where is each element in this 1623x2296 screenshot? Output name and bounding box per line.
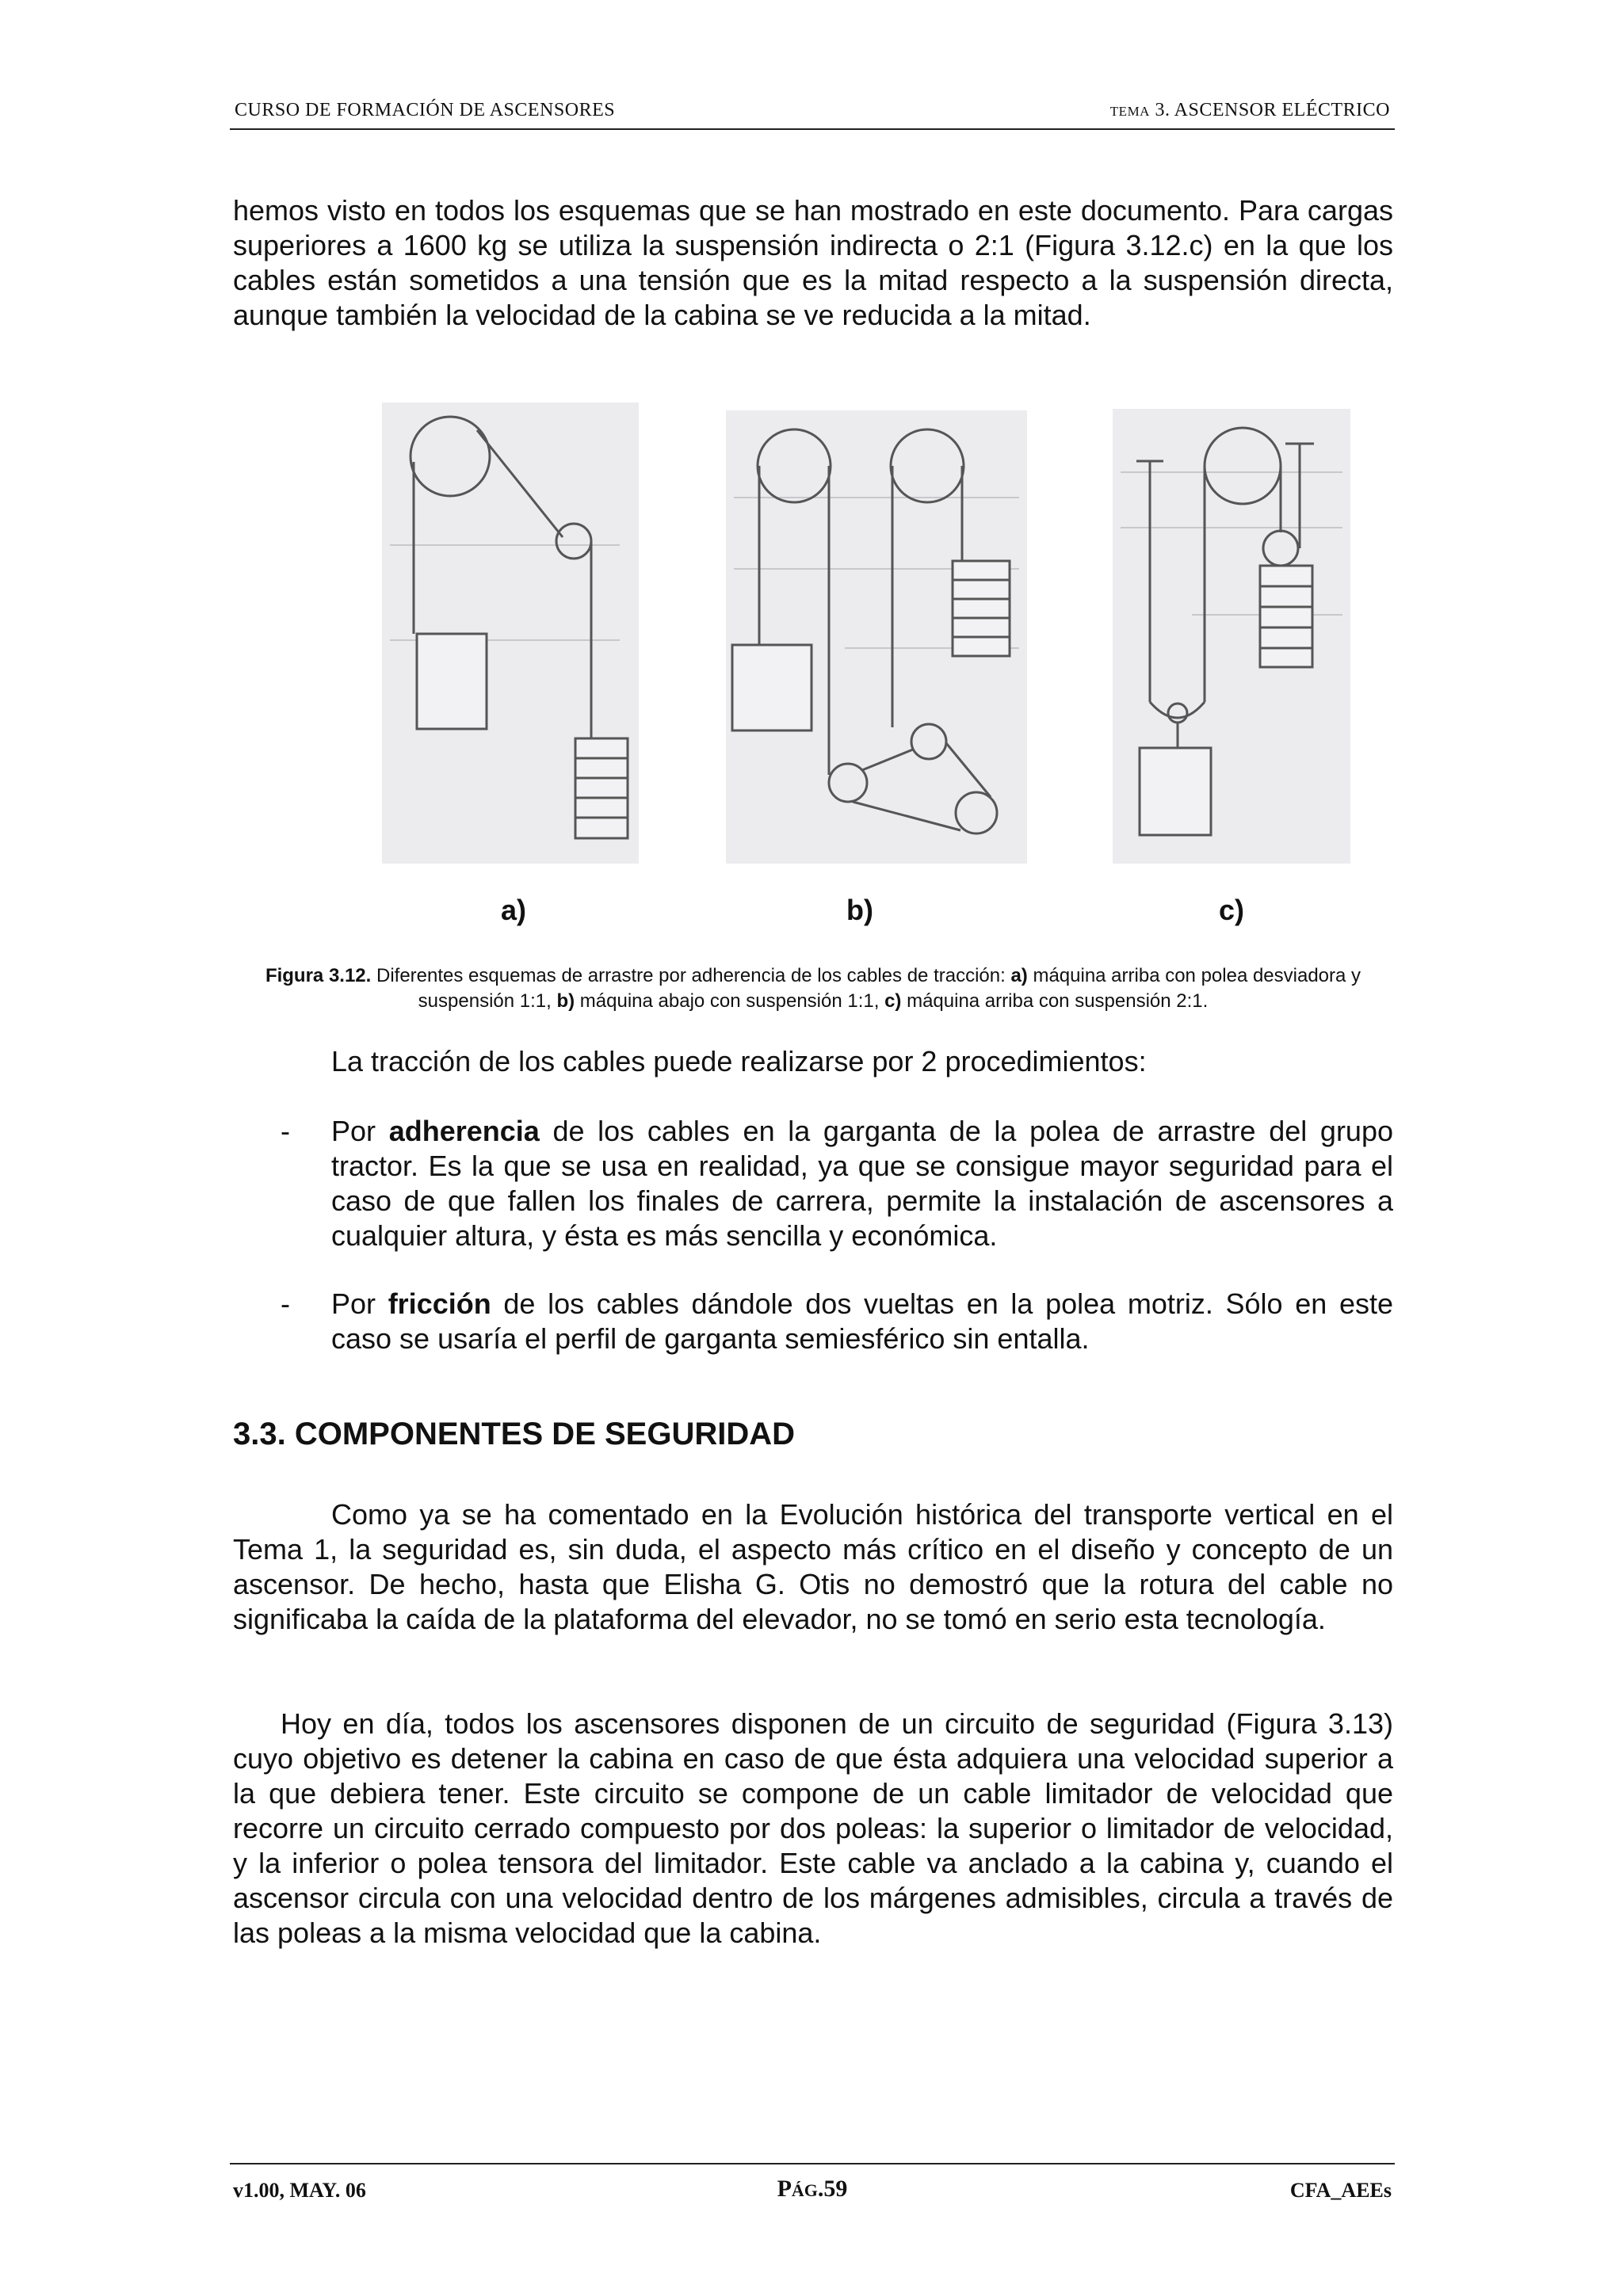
footer-code: CFA_AEEs: [1289, 2179, 1392, 2202]
item1-bold: adherencia: [388, 1115, 540, 1147]
header-chapter-title: 3. ASCENSOR ELÉCTRICO: [1155, 100, 1390, 120]
figure-label-b: b): [846, 894, 873, 926]
item2-bold: fricción: [388, 1287, 491, 1320]
section-title: 3.3. COMPONENTES DE SEGURIDAD: [233, 1417, 796, 1451]
caption-text-4: máquina arriba con suspensión 2:1.: [901, 990, 1209, 1012]
caption-text-2: máquina arriba con polea desviadora y suspensión 1:1,: [418, 965, 1361, 1012]
caption-title: Figura 3.12.: [265, 965, 372, 986]
item2-prefix: Por: [331, 1287, 388, 1320]
caption-text-3: máquina abajo con suspensión 1:1,: [575, 990, 885, 1012]
header-course-title: CURSO DE FORMACIÓN DE ASCENSORES: [235, 100, 616, 120]
footer-version: v1.00, MAY. 06: [233, 2179, 366, 2202]
figure-label-a: a): [501, 894, 527, 926]
item1-rest: de los cables en la garganta de la polea de arrastre del grupo tractor. Es la que se usa en realidad, ya que se consigue mayor seguridad para el caso de que fallen los finales de carrera, permite la instalación de ascensores a cualquier altura, y ésta es más sencilla y económica.: [331, 1115, 1393, 1252]
header-chapter: [1110, 100, 1390, 121]
paragraph-safety-2: Hoy en día, todos los ascensores disponen de un circuito de seguridad (Figura 3.13) cuyo objetivo es detener la cabina en caso de que ésta adquiera una velocidad superior a la que debiera tener. Este circuito se compone de un cable limitador de velocidad que recorre un circuito cerrado compuesto por dos poleas: la superior o limitador de velocidad, y la inferior o polea tensora del limitador. Este cable va anclado a la cabina y, cuando el ascensor circula con una velocidad dentro de los márgenes admisibles, circula a través de las poleas a la misma velocidad que la cabina.: [233, 1707, 1393, 1949]
header-tema-label: TEMA: [1109, 104, 1150, 119]
caption-text-1: Diferentes esquemas de arrastre por adherencia de los cables de tracción:: [371, 965, 1011, 986]
caption-tag-b: b): [556, 990, 575, 1012]
footer-page-prefix: P: [777, 2176, 792, 2202]
paragraph-intro: hemos visto en todos los esquemas que se han mostrado en este documento. Para cargas superiores a 1600 kg se utiliza la suspensión indirecta o 2:1 (Figura 3.12.c) en la que los cables están sometidos a una tensión que es la mitad respecto a la suspensión directa, aunque también la velocidad de la cabina se ve reducida a la mitad.: [233, 194, 1393, 331]
diagram-c: [1113, 409, 1350, 864]
figure-label-c: c): [1219, 894, 1245, 926]
caption-tag-a: a): [1010, 965, 1028, 986]
list-item-text: [331, 1287, 1393, 1356]
list-dash: -: [281, 1287, 290, 1320]
footer-page-small: ÁG: [791, 2180, 818, 2200]
list-item-text: [331, 1114, 1393, 1253]
footer-page-number: [230, 2176, 1395, 2203]
list-dash: -: [281, 1115, 290, 1147]
caption-tag-c: c): [884, 990, 902, 1012]
footer-page-value: .59: [817, 2176, 848, 2202]
paragraph-traction-intro: La tracción de los cables puede realizarse por 2 procedimientos:: [331, 1045, 1147, 1077]
page-header: [230, 95, 1395, 130]
page-footer: [230, 2163, 1395, 2202]
item2-rest: de los cables dándole dos vueltas en la polea motriz. Sólo en este caso se usaría el perfil de garganta semiesférico sin entalla.: [331, 1287, 1393, 1355]
diagram-b: [726, 410, 1027, 864]
item1-prefix: Por: [331, 1115, 389, 1147]
diagram-a: [382, 402, 639, 864]
figure-caption: [238, 963, 1388, 1014]
paragraph-safety-1: Como ya se ha comentado en la Evolución histórica del transporte vertical en el Tema 1, la seguridad es, sin duda, el aspecto más crítico en el diseño y concepto de un ascensor. De hecho, hasta que Elisha G. Otis no demostró que la rotura del cable no significaba la caída de la plataforma del elevador, no se tomó en serio esta tecnología.: [233, 1498, 1393, 1635]
